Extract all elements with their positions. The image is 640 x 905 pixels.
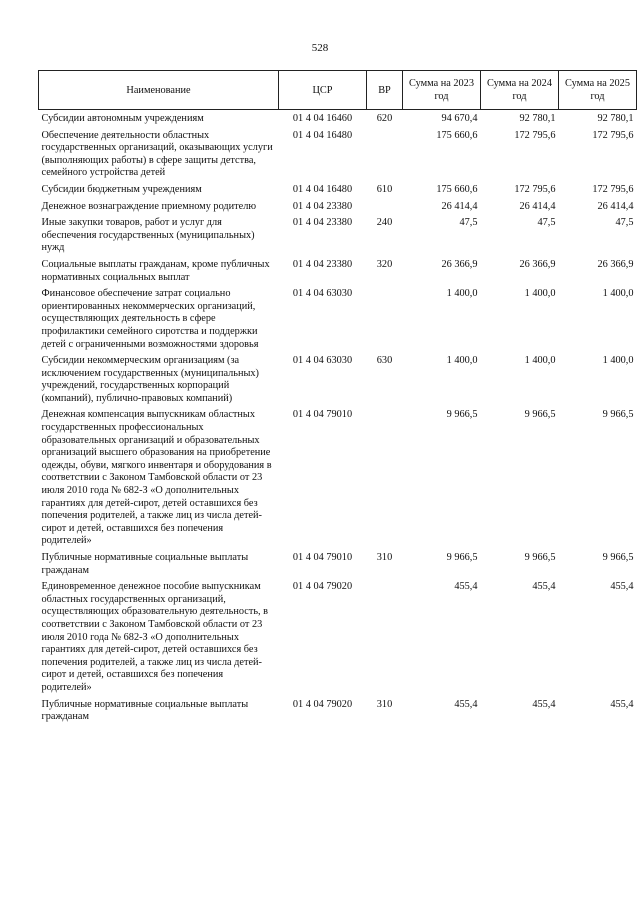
cell-y2023: 175 660,6 <box>436 183 478 195</box>
cell-name: Публичные нормативные социальные выплаты гражданам <box>41 698 249 723</box>
table-row <box>39 110 637 130</box>
cell-y2025: 92 780,1 <box>597 113 634 124</box>
cell-name: Субсидии бюджетным учреждениям <box>41 183 202 195</box>
header-csr: ЦСР <box>279 71 367 110</box>
table-row <box>39 201 637 218</box>
cell-vr: 620 <box>376 113 393 124</box>
cell-name: Субсидии автономным учреждениям <box>41 113 204 124</box>
cell-y2023: 455,4 <box>454 581 478 593</box>
cell-csr: 01 4 04 23380 <box>292 258 353 270</box>
cell-y2024: 92 780,1 <box>519 113 556 124</box>
cell-y2025: 172 795,6 <box>592 129 634 141</box>
cell-y2024: 455,4 <box>532 581 556 593</box>
cell-csr: 01 4 04 16480 <box>292 129 353 141</box>
cell-csr: 01 4 04 23380 <box>292 217 353 229</box>
cell-y2024: 26 366,9 <box>519 258 556 270</box>
header-sum-2023: Сумма на 2023 год <box>403 71 481 110</box>
cell-name: Единовременное денежное пособие выпускникам областных государственных организаций, осуществляющих образовательную деятельность, в соответствии с Законом Тамбовской области от 23 июля 2010 года № 682-З «О дополнительных гарантиях для детей-сирот, детей оставшихся без попечения родителей, а также лиц из числа детей-сирот и детей, оставшихся без попечения родителей» <box>41 581 269 693</box>
cell-csr: 01 4 04 23380 <box>292 200 353 212</box>
cell-csr: 01 4 04 63030 <box>292 355 353 367</box>
cell-vr: 310 <box>376 552 393 563</box>
cell-y2025: 26 414,4 <box>597 200 634 212</box>
table-row <box>39 217 637 259</box>
cell-y2024: 1 400,0 <box>524 288 556 300</box>
cell-csr: 01 4 04 79020 <box>292 698 353 710</box>
cell-csr: 01 4 04 79010 <box>292 552 353 563</box>
cell-y2024: 172 795,6 <box>514 183 556 195</box>
cell-y2023: 47,5 <box>459 217 478 229</box>
page-number: 528 <box>311 42 329 54</box>
cell-y2025: 9 966,5 <box>602 552 634 563</box>
table-row <box>39 130 637 184</box>
cell-y2023: 9 966,5 <box>446 409 478 421</box>
cell-csr: 01 4 04 79010 <box>292 409 353 421</box>
cell-csr: 01 4 04 79020 <box>292 581 353 593</box>
cell-vr <box>367 288 403 355</box>
table-row <box>39 409 637 552</box>
cell-name: Социальные выплаты гражданам, кроме публичных нормативных социальных выплат <box>41 258 270 283</box>
table-header-row <box>39 71 637 110</box>
cell-y2025: 455,4 <box>610 581 634 593</box>
cell-name: Иные закупки товаров, работ и услуг для обеспечения государственных (муниципальных) нужд <box>41 217 255 254</box>
cell-y2023: 1 400,0 <box>446 288 478 300</box>
cell-vr <box>367 409 403 552</box>
header-vr: ВР <box>367 71 403 110</box>
cell-y2024: 47,5 <box>537 217 556 229</box>
table-row <box>39 259 637 288</box>
table-row <box>39 552 637 581</box>
cell-y2023: 175 660,6 <box>436 129 478 141</box>
cell-y2023: 26 414,4 <box>441 200 478 212</box>
cell-vr <box>367 201 403 218</box>
cell-y2024: 9 966,5 <box>524 552 556 563</box>
cell-vr: 630 <box>376 355 393 367</box>
cell-y2024: 172 795,6 <box>514 129 556 141</box>
table-row <box>39 355 637 409</box>
cell-csr: 01 4 04 16480 <box>292 183 353 195</box>
cell-name: Финансовое обеспечение затрат социально ориентированных некоммерческих организаций, осуществляющих деятельность в сфере профилактики семейного сиротства и поддержки детей с ограниченными возможностями здоровья <box>41 288 259 350</box>
table-row <box>39 581 637 698</box>
table-row <box>39 288 637 355</box>
cell-vr: 240 <box>376 217 393 229</box>
cell-y2024: 26 414,4 <box>519 200 556 212</box>
cell-y2023: 455,4 <box>454 698 478 710</box>
cell-name: Публичные нормативные социальные выплаты гражданам <box>41 552 249 576</box>
cell-name: Денежное вознаграждение приемному родителю <box>41 200 257 212</box>
cell-y2025: 172 795,6 <box>592 183 634 195</box>
cell-vr <box>367 130 403 184</box>
table-row <box>39 184 637 201</box>
cell-y2025: 1 400,0 <box>602 288 634 300</box>
cell-y2025: 47,5 <box>615 217 634 229</box>
cell-y2025: 455,4 <box>610 698 634 710</box>
cell-vr: 610 <box>376 183 393 195</box>
cell-y2023: 26 366,9 <box>441 258 478 270</box>
cell-vr: 310 <box>376 698 393 710</box>
cell-name: Денежная компенсация выпускникам областных государственных профессиональных образовательных организаций и образовательных организаций высшего образования на приобретение одежды, обуви, мягкого инвентаря и оборудования в соответствии с Законом Тамбовской области от 23 июля 2010 года № 682-З «О дополнительных гарантиях для детей-сирот, детей оставшихся без попечения родителей, а также лиц из числа детей-сирот и детей, оставшихся без попечения родителей» <box>41 409 272 547</box>
cell-y2025: 26 366,9 <box>597 258 634 270</box>
cell-name: Обеспечение деятельности областных государственных организаций, оказывающих услуги (выполняющих работы) в сфере защиты детства, семейного устройства детей <box>41 129 273 179</box>
cell-y2025: 1 400,0 <box>602 355 634 367</box>
cell-vr <box>367 581 403 698</box>
cell-y2025: 9 966,5 <box>602 409 634 421</box>
header-name: Наименование <box>39 71 279 110</box>
cell-y2023: 9 966,5 <box>446 552 478 563</box>
table-row <box>39 699 637 724</box>
cell-vr: 320 <box>376 258 393 270</box>
cell-name: Субсидии некоммерческим организациям (за исключением государственных (муниципальных) учреждений, государственных корпораций (компаний), публично-правовых компаний) <box>41 355 259 404</box>
table-body <box>39 110 637 724</box>
cell-y2023: 1 400,0 <box>446 355 478 367</box>
cell-y2023: 94 670,4 <box>441 113 478 124</box>
budget-table <box>38 70 637 724</box>
cell-y2024: 455,4 <box>532 698 556 710</box>
cell-csr: 01 4 04 63030 <box>292 288 353 300</box>
cell-y2024: 9 966,5 <box>524 409 556 421</box>
header-sum-2025: Сумма на 2025 год <box>559 71 637 110</box>
cell-y2024: 1 400,0 <box>524 355 556 367</box>
header-sum-2024: Сумма на 2024 год <box>481 71 559 110</box>
cell-csr: 01 4 04 16460 <box>292 113 353 124</box>
